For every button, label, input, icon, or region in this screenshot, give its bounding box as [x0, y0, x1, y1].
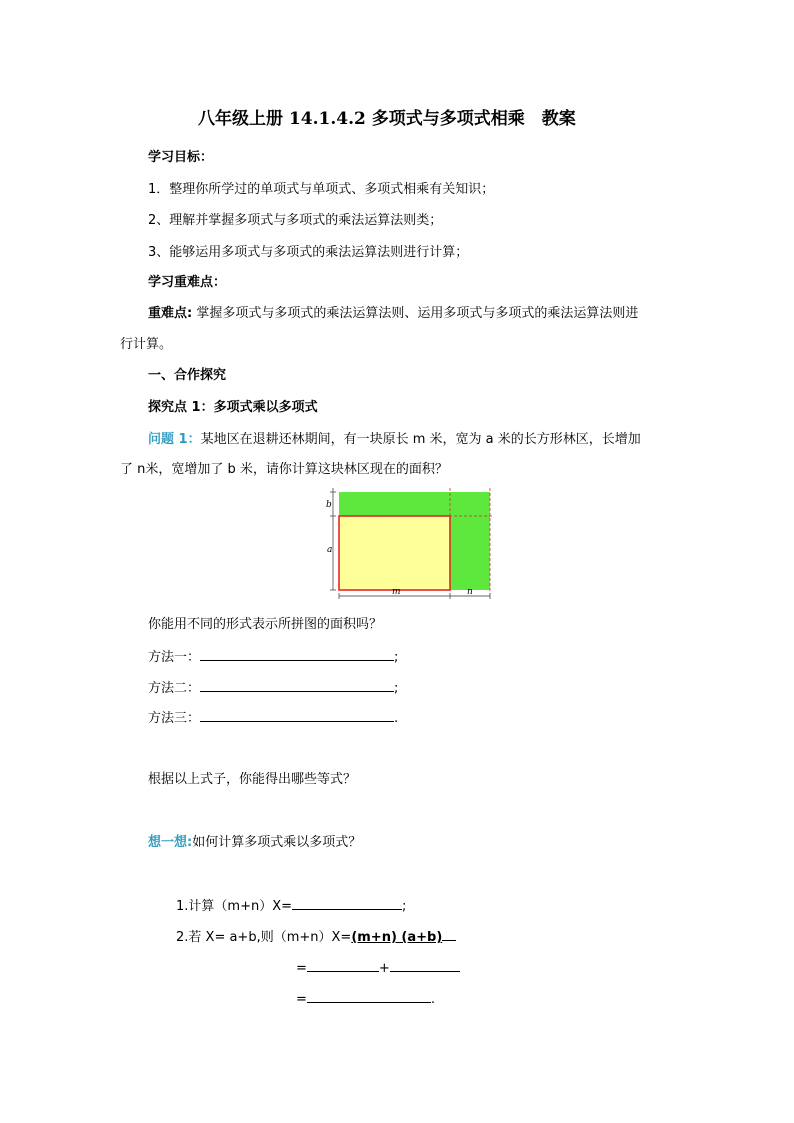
calc-1-prefix: 1.计算（m+n）X= — [176, 899, 292, 914]
key-text-1: 掌握多项式与多项式的乘法运算法则、运用多项式与多项式的乘法运算法则进 — [196, 306, 639, 321]
calc-2-underlined: (m+n) (a+b) — [351, 930, 443, 945]
calc-3-blank-1[interactable] — [307, 958, 379, 972]
think-text: 如何计算多项式乘以多项式？ — [192, 835, 362, 850]
page-title: 八年级上册 14.1.4.2 多项式与多项式相乘 教案 — [198, 109, 576, 129]
method-2-blank[interactable] — [200, 678, 394, 692]
method-2-end: ; — [394, 681, 399, 696]
method-1 — [148, 646, 398, 665]
calc-3 — [296, 958, 460, 976]
label-a: a — [327, 545, 333, 555]
question-1-line-2: 了 n米，宽增加了 b 米，请你计算这块林区现在的面积？ — [120, 462, 448, 477]
method-3-end: . — [394, 711, 399, 726]
section-heading: 一、合作探究 — [148, 368, 227, 383]
ask-equations: 根据以上式子，你能得出哪些等式？ — [148, 772, 357, 787]
question-1-line-1 — [148, 428, 641, 447]
calc-2 — [176, 926, 456, 945]
key-line-2: 行计算。 — [120, 337, 173, 352]
label-n: n — [467, 587, 473, 597]
key-heading: 学习重难点： — [148, 275, 227, 290]
goal-3: 3、能够运用多项式与多项式的乘法运算法则进行计算； — [148, 245, 469, 260]
calc-2-prefix: 2.若 X= a+b,则（m+n）X= — [176, 930, 352, 945]
point-heading: 探究点 1：多项式乘以多项式 — [148, 400, 318, 415]
method-2 — [148, 677, 398, 696]
calc-4-eq: = — [296, 992, 307, 1007]
method-1-blank[interactable] — [200, 647, 394, 661]
label-m: m — [392, 587, 401, 597]
think-line — [148, 831, 361, 850]
goal-2: 2、理解并掌握多项式与多项式的乘法运算法则类； — [148, 213, 443, 228]
calc-1-end: ; — [402, 899, 407, 914]
key-line-1 — [148, 302, 638, 321]
method-3-label: 方法三： — [148, 711, 201, 726]
question-1-text-1: 某地区在退耕还林期间，有一块原长 m 米，宽为 a 米的长方形林区，长增加 — [200, 432, 641, 447]
label-b: b — [326, 500, 332, 510]
method-2-label: 方法二： — [148, 681, 201, 696]
calc-4-blank[interactable] — [307, 989, 431, 1003]
yellow-region — [339, 516, 450, 590]
area-figure — [318, 486, 502, 604]
calc-2-tail-blank — [442, 927, 456, 941]
calc-3-plus: + — [378, 961, 390, 976]
method-1-end: ; — [394, 650, 399, 665]
method-1-label: 方法一： — [148, 650, 201, 665]
calc-4 — [296, 989, 435, 1007]
think-label: 想一想: — [148, 835, 193, 850]
goal-1: 1．整理你所学过的单项式与单项式、多项式相乘有关知识； — [148, 182, 495, 197]
calc-3-eq: = — [296, 961, 307, 976]
goals-heading: 学习目标： — [148, 150, 214, 165]
key-label: 重难点: — [148, 306, 193, 321]
calc-1-blank[interactable] — [292, 896, 402, 910]
calc-4-end: . — [430, 992, 436, 1007]
method-3 — [148, 707, 398, 726]
calc-1 — [176, 895, 406, 914]
method-3-blank[interactable] — [200, 708, 394, 722]
ask-forms: 你能用不同的形式表示所拼图的面积吗？ — [148, 617, 383, 632]
question-1-label: 问题 1： — [148, 432, 201, 447]
calc-3-blank-2[interactable] — [390, 958, 460, 972]
